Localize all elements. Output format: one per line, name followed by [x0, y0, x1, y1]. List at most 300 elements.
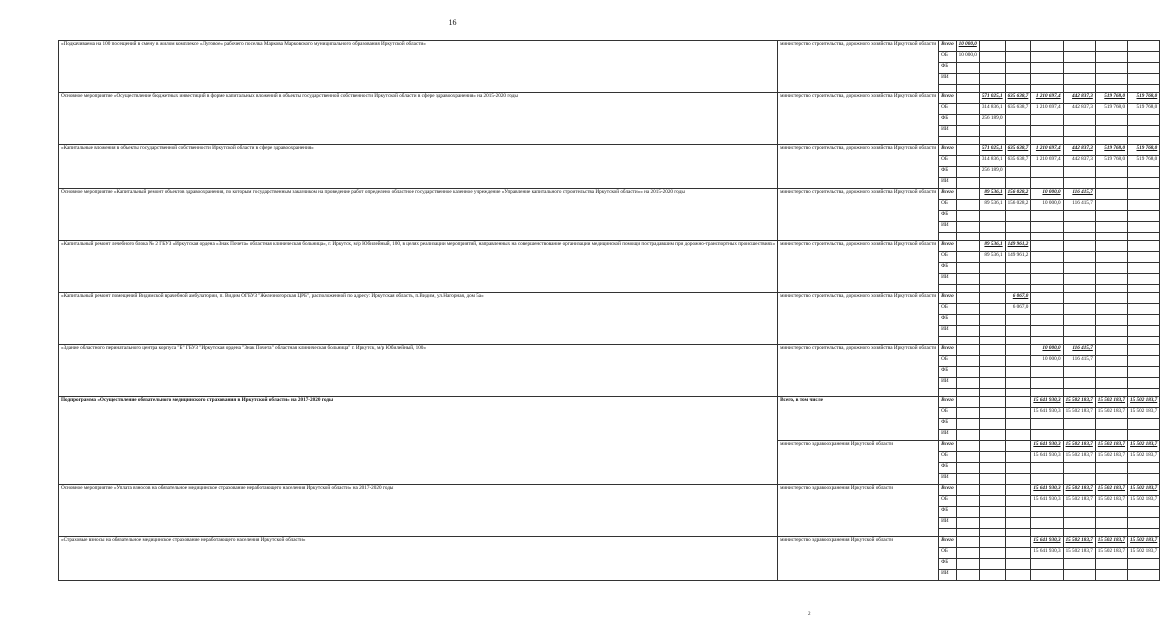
value-cell: [956, 463, 979, 474]
value-cell: [1031, 430, 1063, 441]
value-cell: 15 502 183,7: [1095, 496, 1127, 507]
value-cell: [1031, 378, 1063, 389]
value-cell: [956, 570, 979, 581]
value-cell: [979, 485, 1005, 496]
value-cell: [1031, 222, 1063, 233]
value-cell: [1005, 507, 1031, 518]
value-cell: [1005, 441, 1031, 452]
value-cell: 571 025,1: [979, 145, 1005, 156]
value-cell: [1031, 419, 1063, 430]
value-cell: [956, 496, 979, 507]
value-cell: [1005, 474, 1031, 485]
source-cell: ОБ: [939, 496, 957, 507]
value-cell: [979, 570, 1005, 581]
value-cell: [1031, 293, 1063, 304]
value-cell: [1031, 74, 1063, 85]
value-cell: [1031, 178, 1063, 189]
table-row: [59, 537, 1160, 548]
value-cell: [1005, 326, 1031, 337]
value-cell: 15 502 183,7: [1063, 548, 1095, 559]
value-cell: 442 837,3: [1063, 145, 1095, 156]
value-cell: [956, 397, 979, 408]
value-cell: [1063, 507, 1095, 518]
source-cell: ИИ: [939, 274, 957, 285]
source-cell: Всего: [939, 241, 957, 252]
empty-cell: [1005, 285, 1031, 293]
value-cell: [979, 537, 1005, 548]
value-cell: 15 641 930,3: [1031, 548, 1063, 559]
value-cell: [1128, 315, 1160, 326]
value-cell: [1095, 178, 1127, 189]
value-cell: 519 768,0: [1128, 156, 1160, 167]
source-cell: Всего: [939, 345, 957, 356]
source-cell: ФБ: [939, 367, 957, 378]
value-cell: [956, 252, 979, 263]
value-cell: [1063, 178, 1095, 189]
empty-cell: [1128, 233, 1160, 241]
value-cell: [1095, 304, 1127, 315]
value-cell: 15 641 930,3: [1031, 408, 1063, 419]
value-cell: 15 502 183,7: [1095, 452, 1127, 463]
value-cell: [1128, 304, 1160, 315]
value-cell: [956, 211, 979, 222]
value-cell: [979, 367, 1005, 378]
executor-cell: министерство строительства, дорожного хозяйства Иркутской области: [778, 41, 939, 93]
empty-cell: [939, 85, 957, 93]
value-cell: 15 502 183,7: [1128, 485, 1160, 496]
table-row: [59, 397, 1160, 408]
empty-cell: [939, 337, 957, 345]
executor-cell: министерство строительства, дорожного хозяйства Иркутской области: [778, 293, 939, 345]
value-cell: [1063, 570, 1095, 581]
value-cell: 10 000,0: [1031, 345, 1063, 356]
value-cell: [1031, 559, 1063, 570]
value-cell: [1128, 263, 1160, 274]
value-cell: 314 836,1: [979, 104, 1005, 115]
value-cell: [1031, 126, 1063, 137]
empty-cell: [1095, 85, 1127, 93]
value-cell: 635 638,7: [1005, 145, 1031, 156]
value-cell: [1063, 315, 1095, 326]
source-cell: ФБ: [939, 63, 957, 74]
value-cell: 15 502 183,7: [1095, 537, 1127, 548]
value-cell: [979, 63, 1005, 74]
value-cell: 519 768,0: [1128, 93, 1160, 104]
value-cell: [956, 167, 979, 178]
empty-cell: [1128, 529, 1160, 537]
value-cell: [956, 315, 979, 326]
value-cell: 10 000,0: [1031, 356, 1063, 367]
empty-cell: [1063, 337, 1095, 345]
measure-description: «Капитальный ремонт помещений Видимской врачебной амбулатории, п. Видим ОГБУЗ "Железногорская ЦРБ", расположенной по адресу: Иркутская область, п.Видим, ул.Нагорная, дом 5а»: [59, 293, 778, 345]
value-cell: [1005, 222, 1031, 233]
value-cell: [1128, 474, 1160, 485]
value-cell: 15 502 183,7: [1063, 441, 1095, 452]
source-cell: ИИ: [939, 474, 957, 485]
value-cell: [1063, 419, 1095, 430]
empty-cell: [1095, 233, 1127, 241]
value-cell: [1031, 115, 1063, 126]
value-cell: [1005, 559, 1031, 570]
value-cell: [979, 507, 1005, 518]
empty-cell: [956, 85, 979, 93]
value-cell: [1095, 419, 1127, 430]
value-cell: [1005, 211, 1031, 222]
table-row: [59, 189, 1160, 200]
value-cell: [1063, 559, 1095, 570]
value-cell: 15 502 183,7: [1128, 397, 1160, 408]
value-cell: [1031, 315, 1063, 326]
value-cell: 15 502 183,7: [1063, 397, 1095, 408]
source-cell: ОБ: [939, 408, 957, 419]
value-cell: 116 415,7: [1063, 356, 1095, 367]
source-cell: ИИ: [939, 518, 957, 529]
value-cell: 519 768,0: [1095, 145, 1127, 156]
value-cell: [1128, 274, 1160, 285]
value-cell: 149 961,2: [1005, 241, 1031, 252]
empty-cell: [979, 529, 1005, 537]
value-cell: [1095, 326, 1127, 337]
value-cell: 15 641 930,3: [1031, 496, 1063, 507]
value-cell: [1063, 430, 1095, 441]
source-cell: Всего: [939, 189, 957, 200]
value-cell: [1005, 463, 1031, 474]
value-cell: [1031, 304, 1063, 315]
value-cell: [956, 104, 979, 115]
source-cell: Всего: [939, 93, 957, 104]
value-cell: [1005, 570, 1031, 581]
empty-cell: [1063, 529, 1095, 537]
value-cell: [1063, 126, 1095, 137]
value-cell: [979, 463, 1005, 474]
value-cell: [956, 356, 979, 367]
value-cell: [1128, 189, 1160, 200]
value-cell: [1063, 211, 1095, 222]
value-cell: [1031, 167, 1063, 178]
value-cell: [1128, 126, 1160, 137]
table-row: [59, 145, 1160, 156]
empty-cell: [1005, 389, 1031, 397]
value-cell: [1095, 315, 1127, 326]
table-row: [59, 41, 1160, 52]
value-cell: [956, 241, 979, 252]
source-cell: ФБ: [939, 167, 957, 178]
value-cell: [956, 548, 979, 559]
value-cell: [1128, 378, 1160, 389]
source-cell: ИИ: [939, 222, 957, 233]
value-cell: [979, 496, 1005, 507]
value-cell: 15 502 183,7: [1128, 408, 1160, 419]
value-cell: [979, 41, 1005, 52]
value-cell: [1095, 474, 1127, 485]
source-cell: ИИ: [939, 570, 957, 581]
empty-cell: [1031, 389, 1063, 397]
empty-cell: [1063, 233, 1095, 241]
executor-cell: министерство здравоохранения Иркутской области: [778, 485, 939, 537]
value-cell: [1128, 518, 1160, 529]
empty-cell: [939, 529, 957, 537]
value-cell: [1063, 474, 1095, 485]
value-cell: [979, 430, 1005, 441]
value-cell: 15 641 930,3: [1031, 397, 1063, 408]
value-cell: [1005, 178, 1031, 189]
value-cell: [979, 518, 1005, 529]
source-cell: Всего: [939, 397, 957, 408]
value-cell: 15 641 930,3: [1031, 537, 1063, 548]
value-cell: [1095, 222, 1127, 233]
value-cell: [1031, 274, 1063, 285]
value-cell: [1063, 463, 1095, 474]
empty-cell: [1031, 85, 1063, 93]
value-cell: 1 210 697,4: [1031, 156, 1063, 167]
measure-description: «Подкачиваема на 100 посещений в смену в жилом комплексе «Луговое» рабочего поселка Маркова Марковского муниципального образования Иркутской области»: [59, 41, 778, 93]
value-cell: [956, 378, 979, 389]
value-cell: [979, 452, 1005, 463]
value-cell: [1005, 63, 1031, 74]
value-cell: [956, 367, 979, 378]
empty-cell: [1031, 337, 1063, 345]
measure-description: Основное мероприятие «Капитальный ремонт объектов здравоохранения, по которым государственным заказчиком на проведение работ определено областное государственное казенное учреждение «Управление капитального строительства Иркутской области»» на 2015-2020 годы: [59, 189, 778, 241]
value-cell: [979, 304, 1005, 315]
value-cell: [956, 200, 979, 211]
value-cell: [1095, 356, 1127, 367]
value-cell: [1005, 378, 1031, 389]
value-cell: [1095, 263, 1127, 274]
source-cell: ОБ: [939, 156, 957, 167]
source-cell: Всего: [939, 145, 957, 156]
value-cell: 519 768,0: [1095, 104, 1127, 115]
value-cell: [1128, 430, 1160, 441]
value-cell: [979, 474, 1005, 485]
value-cell: [1031, 507, 1063, 518]
empty-cell: [979, 137, 1005, 145]
source-cell: ИИ: [939, 378, 957, 389]
value-cell: [956, 430, 979, 441]
value-cell: [979, 211, 1005, 222]
empty-cell: [1005, 137, 1031, 145]
source-cell: ОБ: [939, 200, 957, 211]
value-cell: [956, 474, 979, 485]
value-cell: [979, 559, 1005, 570]
value-cell: [1031, 252, 1063, 263]
value-cell: [979, 378, 1005, 389]
empty-cell: [939, 285, 957, 293]
value-cell: 15 502 183,7: [1128, 548, 1160, 559]
value-cell: [979, 548, 1005, 559]
empty-cell: [1128, 389, 1160, 397]
value-cell: 89 536,1: [979, 200, 1005, 211]
executor-cell: Всего, в том числе: [778, 397, 939, 441]
value-cell: [979, 356, 1005, 367]
value-cell: [1063, 63, 1095, 74]
empty-cell: [1095, 337, 1127, 345]
measure-description: Основное мероприятие «Осуществление бюджетных инвестиций в форме капитальных вложений в объекты государственной собственности Иркутской области в сфере здравоохранения» на 2015-2020 годы: [59, 93, 778, 145]
value-cell: [956, 222, 979, 233]
value-cell: 15 502 183,7: [1095, 485, 1127, 496]
value-cell: [1128, 241, 1160, 252]
value-cell: 519 768,0: [1095, 93, 1127, 104]
value-cell: 1 210 697,4: [1031, 145, 1063, 156]
measure-description: «Здание областного перинатального центра корпуса "Б" ГБУЗ "Иркутская ордена "Знак Почета" областная клиническая больница" г. Иркутск, м/р Юбилейный, 100»: [59, 345, 778, 397]
executor-cell: министерство строительства, дорожного хозяйства Иркутской области: [778, 345, 939, 397]
value-cell: [1128, 559, 1160, 570]
value-cell: [1095, 559, 1127, 570]
value-cell: [956, 126, 979, 137]
value-cell: [1095, 378, 1127, 389]
value-cell: [1031, 367, 1063, 378]
empty-cell: [956, 233, 979, 241]
source-cell: ОБ: [939, 548, 957, 559]
empty-cell: [1031, 285, 1063, 293]
value-cell: [1128, 326, 1160, 337]
value-cell: [956, 189, 979, 200]
value-cell: [1031, 211, 1063, 222]
value-cell: [1031, 41, 1063, 52]
value-cell: [1005, 74, 1031, 85]
value-cell: [1031, 241, 1063, 252]
empty-cell: [1063, 137, 1095, 145]
value-cell: [1063, 115, 1095, 126]
value-cell: 15 502 183,7: [1095, 548, 1127, 559]
value-cell: [1128, 293, 1160, 304]
table-row: [59, 485, 1160, 496]
value-cell: 89 536,1: [979, 189, 1005, 200]
empty-cell: [1031, 529, 1063, 537]
measure-description: Основное мероприятие «Уплата взносов на обязательное медицинское страхование неработающего населения Иркутской области» на 2017-2020 годы: [59, 485, 778, 537]
value-cell: [1095, 41, 1127, 52]
table-row: [59, 241, 1160, 252]
value-cell: [956, 408, 979, 419]
value-cell: [1005, 367, 1031, 378]
measure-description: «Капитальные вложения в объекты государственной собственности Иркутской области в сфере здравоохранения»: [59, 145, 778, 189]
value-cell: 442 837,3: [1063, 104, 1095, 115]
value-cell: [956, 178, 979, 189]
value-cell: [1095, 63, 1127, 74]
value-cell: [1063, 222, 1095, 233]
value-cell: 1 210 697,4: [1031, 104, 1063, 115]
value-cell: 15 502 183,7: [1128, 496, 1160, 507]
source-cell: ИИ: [939, 326, 957, 337]
value-cell: 442 837,3: [1063, 93, 1095, 104]
value-cell: [1095, 241, 1127, 252]
value-cell: [1005, 41, 1031, 52]
value-cell: [1128, 507, 1160, 518]
executor-cell: министерство строительства, дорожного хозяйства Иркутской области: [778, 145, 939, 189]
value-cell: [956, 74, 979, 85]
source-cell: ФБ: [939, 115, 957, 126]
value-cell: [1063, 293, 1095, 304]
source-cell: ФБ: [939, 211, 957, 222]
executor-cell: министерство здравоохранения Иркутской области: [778, 537, 939, 581]
value-cell: [1005, 537, 1031, 548]
value-cell: [1095, 507, 1127, 518]
source-cell: ФБ: [939, 559, 957, 570]
value-cell: [1128, 63, 1160, 74]
empty-cell: [979, 85, 1005, 93]
empty-cell: [1128, 285, 1160, 293]
value-cell: [1128, 463, 1160, 474]
value-cell: 15 502 183,7: [1095, 397, 1127, 408]
value-cell: [956, 485, 979, 496]
value-cell: 519 768,0: [1128, 104, 1160, 115]
value-cell: [1031, 518, 1063, 529]
value-cell: 314 836,1: [979, 156, 1005, 167]
value-cell: [1095, 52, 1127, 63]
value-cell: 10 000,0: [1031, 200, 1063, 211]
value-cell: [956, 452, 979, 463]
empty-cell: [956, 285, 979, 293]
value-cell: 15 502 183,7: [1063, 485, 1095, 496]
value-cell: [979, 74, 1005, 85]
value-cell: 15 502 183,7: [1095, 408, 1127, 419]
empty-cell: [979, 233, 1005, 241]
value-cell: [956, 274, 979, 285]
value-cell: [1005, 408, 1031, 419]
value-cell: [956, 345, 979, 356]
value-cell: 15 641 930,3: [1031, 452, 1063, 463]
measure-description: Подпрограмма «Осуществление обязательного медицинского страхования в Иркутской области» на 2017-2020 годы: [59, 397, 778, 485]
value-cell: [1095, 430, 1127, 441]
value-cell: [1128, 115, 1160, 126]
value-cell: [1095, 74, 1127, 85]
empty-cell: [939, 137, 957, 145]
value-cell: 15 502 183,7: [1128, 537, 1160, 548]
empty-cell: [1063, 389, 1095, 397]
value-cell: 256 189,0: [979, 115, 1005, 126]
value-cell: [956, 115, 979, 126]
value-cell: [1095, 367, 1127, 378]
value-cell: 6 067,0: [1005, 293, 1031, 304]
source-cell: Всего: [939, 485, 957, 496]
value-cell: [1128, 356, 1160, 367]
empty-cell: [956, 389, 979, 397]
value-cell: [1005, 115, 1031, 126]
value-cell: 116 415,7: [1063, 345, 1095, 356]
value-cell: [1005, 263, 1031, 274]
value-cell: 571 025,1: [979, 93, 1005, 104]
value-cell: 149 961,2: [1005, 252, 1031, 263]
value-cell: [1005, 496, 1031, 507]
value-cell: [1063, 378, 1095, 389]
value-cell: [979, 326, 1005, 337]
measure-description: «Капитальный ремонт лечебного блока № 2 ГБУЗ «Иркутская ордена «Знак Почета» областная клиническая больница», г. Иркутск, м/р Юбилейный, 100, в целях реализации мероприятий, направленных на совершенствование организации медицинской помощи пострадавшим при дорожно-транспортных происшествиях»: [59, 241, 778, 293]
value-cell: [1128, 252, 1160, 263]
measure-description: «Страховые взносы на обязательное медицинское страхование неработающего населения Иркутской области»: [59, 537, 778, 581]
value-cell: 15 641 930,3: [1031, 485, 1063, 496]
value-cell: 15 502 183,7: [1063, 408, 1095, 419]
value-cell: [1031, 570, 1063, 581]
value-cell: [956, 145, 979, 156]
value-cell: 442 837,3: [1063, 156, 1095, 167]
value-cell: [1063, 41, 1095, 52]
empty-cell: [1005, 85, 1031, 93]
value-cell: [979, 315, 1005, 326]
value-cell: [979, 345, 1005, 356]
source-cell: Всего: [939, 537, 957, 548]
value-cell: [1005, 345, 1031, 356]
value-cell: [956, 63, 979, 74]
value-cell: [979, 441, 1005, 452]
value-cell: [1128, 222, 1160, 233]
empty-cell: [939, 389, 957, 397]
value-cell: 156 028,2: [1005, 189, 1031, 200]
value-cell: 156 028,2: [1005, 200, 1031, 211]
source-cell: ФБ: [939, 507, 957, 518]
value-cell: [1128, 41, 1160, 52]
value-cell: [1031, 474, 1063, 485]
value-cell: [979, 178, 1005, 189]
value-cell: 519 768,0: [1095, 156, 1127, 167]
